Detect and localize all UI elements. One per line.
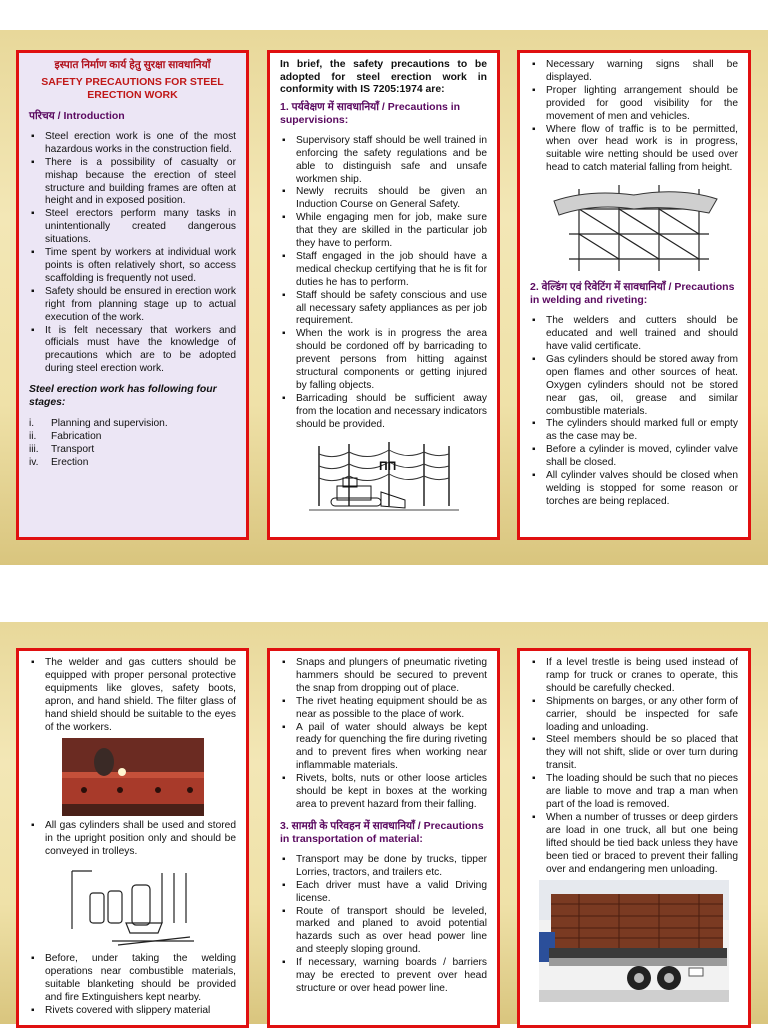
welder-photo — [62, 738, 204, 816]
section-1-heading: 1. पर्यवेक्षण में सावधानियाँ / Precautions in supervisions: — [280, 100, 461, 126]
warning-list — [530, 59, 738, 175]
list-item: ▪ Necessary warning signs shall be displayed. — [530, 59, 738, 85]
stage-number: iv. — [29, 456, 39, 468]
panel-supervision — [267, 50, 500, 540]
stage-item — [29, 431, 236, 444]
list-item: ▪ Proper lighting arrangement should be provided for good visibility for the movement of men and vehicles. — [530, 85, 738, 124]
list-item: ▪ If a level trestle is being used instead of ramp for truck or cranes to operate, this should be carefully checked. — [530, 657, 738, 696]
list-item: ▪ Staff engaged in the job should have a medical checkup certifying that he is fit for duties he has to perform. — [280, 251, 487, 290]
stage-item — [29, 444, 236, 457]
panel-loading — [517, 648, 751, 1028]
stage-text: Transport — [51, 443, 95, 455]
gas-cylinder-illustration — [62, 863, 204, 949]
list-item: ▪ Staff should be safety conscious and use all necessary safety appliances as per job requirement. — [280, 290, 487, 329]
stage-number: ii. — [29, 430, 37, 442]
scaffold-netting-illustration — [549, 179, 719, 277]
svg-text:ПП: ПП — [378, 458, 396, 473]
introduction-heading: परिचय / Introduction — [29, 109, 125, 122]
list-item: ▪ Transport may be done by trucks, tipper Lorries, tractors, and trailers etc. — [280, 854, 487, 880]
loading-list — [530, 657, 738, 876]
fire-safety-list — [29, 953, 236, 1018]
cylinder-list — [29, 820, 236, 859]
list-item: ▪ Route of transport should be leveled, marked and planed to avoid potential hazards such as over head power line and steeply sloping ground. — [280, 906, 487, 958]
list-item: ▪ Rivets covered with slippery material — [29, 1005, 236, 1018]
list-item: ▪ Steel members should be so placed that they will not shift, slide or over turn during transit. — [530, 734, 738, 773]
brief-intro: In brief, the safety precautions to be adopted for steel erection work in conformity with IS 7205:1974 are: — [280, 59, 487, 96]
list-item: ▪ Shipments on barges, or any other form of carrier, should be inspected for safe loading and unloading. — [530, 696, 738, 735]
list-item: ▪ Gas cylinders should be stored away from open flames and other sources of heat. Oxygen cylinders should not be stored near gas, oil, grease and similar combustible materials. — [530, 354, 738, 419]
welding-list — [530, 315, 738, 509]
riveting-list — [280, 657, 487, 812]
list-item: ▪ Snaps and plungers of pneumatic riveting hammers should be secured to prevent the snap from dropping out of place. — [280, 657, 487, 696]
panel-riveting-transport — [267, 648, 500, 1028]
list-item: ▪ While engaging men for job, make sure that they are skilled in the particular job they have to perform. — [280, 212, 487, 251]
truck-steel-load-photo — [539, 880, 729, 1002]
list-item: ▪ The loading should be such that no pieces are liable to move and trap a man when part of the load is removed. — [530, 773, 738, 812]
stages-heading: Steel erection work has following four stages: — [29, 384, 217, 409]
list-item: ▪ The cylinders should marked full or empty as the case may be. — [530, 418, 738, 444]
barricade-bulldozer-illustration — [309, 436, 459, 518]
ppe-list — [29, 657, 236, 734]
list-item: ▪ Rivets, bolts, nuts or other loose articles should be kept in boxes at the working area to prevent hazard from their falling. — [280, 773, 487, 812]
stage-text: Planning and supervision. — [51, 417, 168, 429]
stages-list — [29, 418, 236, 470]
list-item: ▪ If necessary, warning boards / barriers may be erected to prevent over head structure or over head power line. — [280, 957, 487, 996]
list-item: ▪ All gas cylinders shall be used and stored in the upright position only and should be conveyed in trolleys. — [29, 820, 236, 859]
stage-text: Fabrication — [51, 430, 102, 442]
panel-welding — [517, 50, 751, 540]
transport-list — [280, 854, 487, 996]
hindi-title: इस्पात निर्माण कार्य हेतु सुरक्षा सावधानियाँ — [54, 59, 211, 71]
page-gap — [0, 565, 768, 622]
list-item: ▪ A pail of water should always be kept ready for quenching the fire during riveting and to prevent fires when working near inflammable materials. — [280, 722, 487, 774]
section-3-heading: 3. सामग्री के परिवहन में सावधानियाँ / Precautions in transportation of material: — [280, 819, 484, 845]
introduction-list — [29, 131, 236, 376]
list-item: ▪ The rivet heating equipment should be as near as possible to the place of work. — [280, 696, 487, 722]
list-item: ▪ Before a cylinder is moved, cylinder valve shall be closed. — [530, 444, 738, 470]
list-item: ▪ The welder and gas cutters should be equipped with proper personal protective equipments like gloves, safety boots, apron, and hand shield. The filter glass of hand shield should be suitable to the eyes of the workers. — [29, 657, 236, 734]
list-item: ▪ Barricading should be sufficient away from the location and necessary indicators should be provided. — [280, 393, 487, 432]
supervision-list — [280, 135, 487, 432]
panel-welding-continued — [16, 648, 249, 1028]
section-2-heading: 2. वेल्डिंग एवं रिवेटिंग में सावधानियाँ / Precautions in welding and riveting: — [530, 281, 735, 307]
panel-introduction — [16, 50, 249, 540]
list-item: ▪ Time spent by workers at individual work points is often relatively short, so access scaffolding is frequently not used. — [29, 247, 236, 286]
list-item: ▪ Newly recruits should be given an Induction Course on General Safety. — [280, 186, 487, 212]
stage-number: i. — [29, 417, 35, 429]
list-item: ▪ All cylinder valves should be closed when welding is stopped for some reason or torches are being replaced. — [530, 470, 738, 509]
stage-number: iii. — [29, 443, 39, 455]
list-item: ▪ When the work is in progress the area should be cordoned off by barricading to prevent persons from hitting against structural components or getting injured by falling objects. — [280, 328, 487, 393]
list-item: ▪ Supervisory staff should be well trained in enforcing the safety regulations and be able to distinguish safe and unsafe workmen ship. — [280, 135, 487, 187]
list-item: ▪ Each driver must have a valid Driving license. — [280, 880, 487, 906]
list-item: ▪ Steel erection work is one of the most hazardous works in the construction field. — [29, 131, 236, 157]
list-item: ▪ When a number of trusses or deep girders are load in one truck, all but one being lifted should be tied back unless they have been tied or braced to prevent their falling over and endangering men unloading. — [530, 812, 738, 877]
list-item: ▪ Where flow of traffic is to be permitted, when over head work is in progress, suitable wire netting should be used over head to catch material falling from height. — [530, 124, 738, 176]
list-item: ▪ The welders and cutters should be educated and well trained and should have valid certificate. — [530, 315, 738, 354]
list-item: ▪ There is a possibility of casualty or mishap because the erection of steel structure and building frames are often at height and in exposed position. — [29, 157, 236, 209]
list-item: ▪ Safety should be ensured in erection work right from planning stage up to actual execution of the work. — [29, 286, 236, 325]
stage-text: Erection — [51, 456, 89, 468]
list-item: ▪ Before, under taking the welding operations near combustible materials, suitable blanketing should be provided and fire Extinguishers kept nearby. — [29, 953, 236, 1005]
stage-item — [29, 418, 236, 431]
stage-item — [29, 457, 236, 470]
page-title: SAFETY PRECAUTIONS FOR STEEL ERECTION WORK — [41, 75, 224, 101]
list-item: ▪ It is felt necessary that workers and officials must have the knowledge of precautions which are to be adopted during steel erection work. — [29, 325, 236, 377]
list-item: ▪ Steel erectors perform many tasks in unintentionally created dangerous situations. — [29, 208, 236, 247]
